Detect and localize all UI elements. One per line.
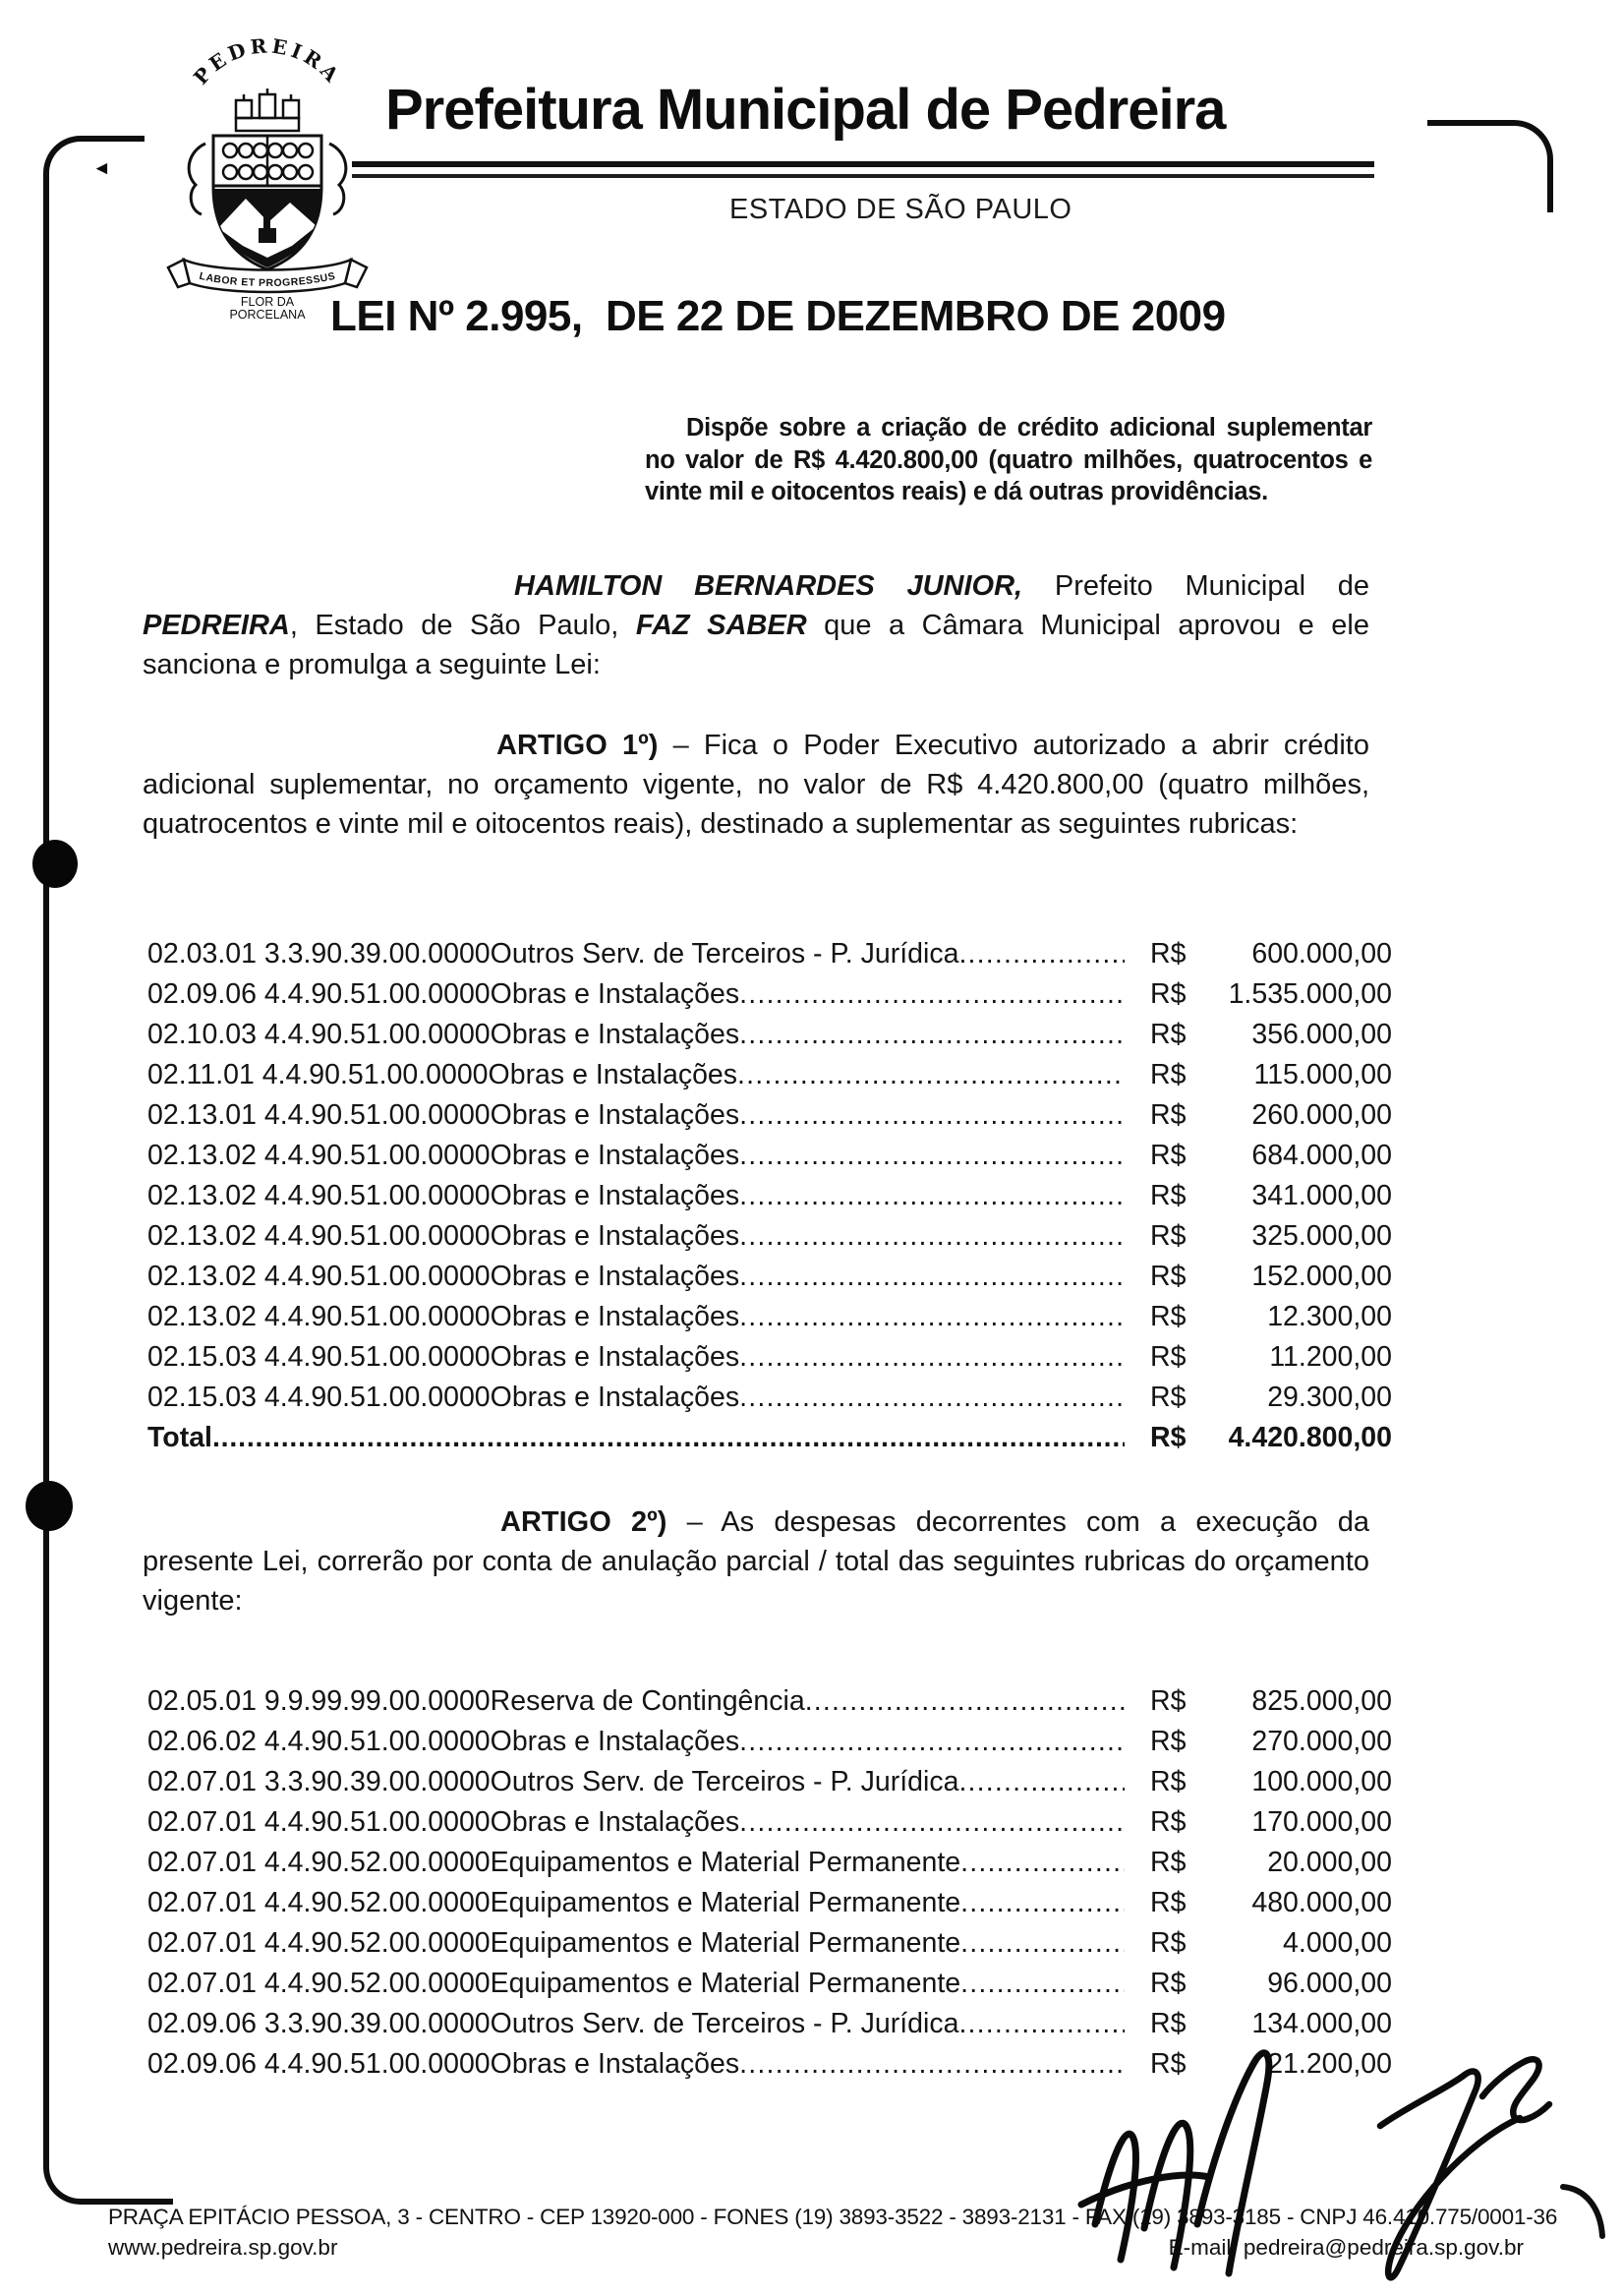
hole-punch-mark: [32, 840, 78, 888]
currency-symbol: R$: [1150, 1059, 1187, 1090]
budget-table-2-rows: [147, 1681, 1392, 2085]
currency-symbol: R$: [1150, 1301, 1187, 1332]
masthead-rule-bottom: [352, 174, 1374, 178]
law-summary: Dispõe sobre a criação de crédito adicional suplementar no valor de R$ 4.420.800,00 (quatro milhões, quatrocentos e vinte mil e oitocentos reais) e dá outras providências.: [645, 414, 1372, 505]
budget-description: Equipamentos e Material Permanente .....: [491, 1923, 1125, 1964]
total-label: Total: [147, 1422, 212, 1453]
currency-symbol: R$: [1150, 1726, 1187, 1757]
budget-description: Obras e Instalações .....: [491, 1216, 1125, 1257]
budget-code: 02.13.02 4.4.90.51.00.0000: [147, 1261, 491, 1292]
signature-right: [1380, 2059, 1549, 2277]
budget-description: Obras e Instalações .....: [491, 1337, 1125, 1378]
table-row: [147, 1257, 1392, 1297]
crest-caption-line1: FLOR DA: [240, 295, 295, 309]
budget-code: 02.05.01 9.9.99.99.00.0000: [147, 1685, 491, 1717]
signature-left: [1081, 2053, 1269, 2273]
currency-symbol: R$: [1150, 1422, 1187, 1453]
budget-table-1: [147, 934, 1392, 1458]
budget-description: Obras e Instalações .....: [491, 1176, 1125, 1216]
budget-code: 02.09.06 3.3.90.39.00.0000: [147, 2008, 491, 2039]
dot-leader: [739, 1015, 1125, 1055]
budget-amount: 96.000,00: [1267, 1968, 1392, 1999]
page-border-top-right: [1427, 120, 1553, 212]
dot-leader: [960, 1843, 1125, 1883]
faz-saber-emphasis: FAZ SABER: [635, 610, 807, 641]
budget-code: 02.09.06 4.4.90.51.00.0000: [147, 978, 491, 1010]
budget-amount: 29.300,00: [1267, 1382, 1392, 1413]
budget-amount: 11.200,00: [1269, 1341, 1392, 1373]
budget-amount: 825.000,00: [1251, 1685, 1392, 1717]
table-row: [147, 1802, 1392, 1843]
budget-amount: 341.000,00: [1251, 1180, 1392, 1211]
budget-description: Obras e Instalações .....: [491, 1136, 1125, 1176]
table-row: [147, 1297, 1392, 1337]
currency-symbol: R$: [1150, 1220, 1187, 1252]
budget-code: 02.13.01 4.4.90.51.00.0000: [147, 1099, 491, 1131]
budget-description: Obras e Instalações .....: [489, 1055, 1125, 1095]
table-row: [147, 1337, 1392, 1378]
table-row: [147, 1055, 1392, 1095]
table-row: [147, 1095, 1392, 1136]
table-row: [147, 1136, 1392, 1176]
dot-leader: [739, 1176, 1125, 1216]
budget-code: 02.13.02 4.4.90.51.00.0000: [147, 1140, 491, 1171]
dot-leader: [739, 1722, 1125, 1762]
dot-leader: [739, 1095, 1125, 1136]
article-2-label: ARTIGO 2º): [500, 1506, 667, 1538]
state-line: ESTADO DE SÃO PAULO: [729, 194, 1072, 225]
dot-leader: [739, 1802, 1125, 1843]
budget-code: 02.07.01 4.4.90.52.00.0000: [147, 1927, 491, 1959]
currency-symbol: R$: [1150, 1382, 1187, 1413]
table-row: [147, 1883, 1392, 1923]
budget-code: 02.13.02 4.4.90.51.00.0000: [147, 1220, 491, 1252]
total-amount: 4.420.800,00: [1228, 1422, 1392, 1453]
dot-leader: [739, 1216, 1125, 1257]
currency-symbol: R$: [1150, 1180, 1187, 1211]
budget-code: 02.07.01 4.4.90.52.00.0000: [147, 1847, 491, 1878]
budget-code: 02.11.01 4.4.90.51.00.0000: [147, 1059, 489, 1090]
budget-amount: 356.000,00: [1251, 1019, 1392, 1050]
table-row: [147, 974, 1392, 1015]
budget-code: 02.15.03 4.4.90.51.00.0000: [147, 1341, 491, 1373]
budget-code: 02.07.01 4.4.90.52.00.0000: [147, 1968, 491, 1999]
dot-leader: [805, 1681, 1125, 1722]
dot-leader: [737, 1055, 1125, 1095]
budget-code: 02.15.03 4.4.90.51.00.0000: [147, 1382, 491, 1413]
budget-description: Outros Serv. de Terceiros - P. Jurídica .....: [491, 2004, 1125, 2044]
budget-description: Outros Serv. de Terceiros - P. Jurídica .....: [491, 1762, 1125, 1802]
budget-amount: 134.000,00: [1251, 2008, 1392, 2039]
article-1-paragraph: ARTIGO 1º) – Fica o Poder Executivo autorizado a abrir crédito adicional suplementar, no orçamento vigente, no valor de R$ 4.420.800,00 (quatro milhões, quatrocentos e vinte mil e oitocentos reais), destinado a suplementar as seguintes rubricas:: [143, 730, 1369, 840]
crest-caption-line2: PORCELANA: [229, 308, 306, 321]
currency-symbol: R$: [1150, 978, 1187, 1010]
table-row: [147, 1843, 1392, 1883]
budget-code: 02.06.02 4.4.90.51.00.0000: [147, 1726, 491, 1757]
budget-amount: 260.000,00: [1251, 1099, 1392, 1131]
budget-amount: 20.000,00: [1267, 1847, 1392, 1878]
currency-symbol: R$: [1150, 1766, 1187, 1797]
budget-description: Equipamentos e Material Permanente .....: [491, 1843, 1125, 1883]
budget-amount: 12.300,00: [1267, 1301, 1392, 1332]
dot-leader: [958, 1762, 1125, 1802]
budget-code: 02.03.01 3.3.90.39.00.0000: [147, 938, 491, 970]
law-title: LEI Nº 2.995, DE 22 DE DEZEMBRO DE 2009: [330, 292, 1226, 340]
budget-description: Obras e Instalações .....: [491, 1015, 1125, 1055]
table-row: [147, 1762, 1392, 1802]
budget-description: Outros Serv. de Terceiros - P. Jurídica .....: [491, 934, 1125, 974]
budget-table-1-rows: [147, 934, 1392, 1418]
currency-symbol: R$: [1150, 1685, 1187, 1717]
budget-code: 02.07.01 4.4.90.52.00.0000: [147, 1887, 491, 1918]
dot-leader: [739, 1136, 1125, 1176]
table-row: [147, 1722, 1392, 1762]
table-row: [147, 1378, 1392, 1418]
dot-leader: [739, 1257, 1125, 1297]
crest-motto: LABOR ET PROGRESSUS: [198, 269, 337, 290]
dot-leader: [739, 1378, 1125, 1418]
budget-description: Obras e Instalações .....: [491, 1802, 1125, 1843]
budget-description: Equipamentos e Material Permanente .....: [491, 1964, 1125, 2004]
table-row: [147, 1923, 1392, 1964]
currency-symbol: R$: [1150, 1099, 1187, 1131]
budget-code: 02.07.01 3.3.90.39.00.0000: [147, 1766, 491, 1797]
article-2-paragraph: ARTIGO 2º) – As despesas decorrentes com a execução da presente Lei, correrão por conta de anulação parcial / total das seguintes rubricas do orçamento vigente:: [143, 1506, 1369, 1617]
currency-symbol: R$: [1150, 1968, 1187, 1999]
coat-of-arms: [144, 26, 391, 321]
table-row: [147, 1216, 1392, 1257]
currency-symbol: R$: [1150, 2048, 1187, 2080]
budget-amount: 600.000,00: [1251, 938, 1392, 970]
currency-symbol: R$: [1150, 1927, 1187, 1959]
currency-symbol: R$: [1150, 1261, 1187, 1292]
budget-description: Obras e Instalações .....: [491, 1378, 1125, 1418]
dot-leader: [739, 1337, 1125, 1378]
article-1-label: ARTIGO 1º): [496, 730, 659, 761]
city-name: PEDREIRA: [143, 610, 290, 641]
dot-leader: [739, 974, 1125, 1015]
currency-symbol: R$: [1150, 1806, 1187, 1838]
currency-symbol: R$: [1150, 1847, 1187, 1878]
budget-amount: 100.000,00: [1251, 1766, 1392, 1797]
budget-code: 02.13.02 4.4.90.51.00.0000: [147, 1301, 491, 1332]
currency-symbol: R$: [1150, 1341, 1187, 1373]
budget-amount: 480.000,00: [1251, 1887, 1392, 1918]
table-row: [147, 1015, 1392, 1055]
budget-amount: 4.000,00: [1283, 1927, 1392, 1959]
dot-leader: [960, 1964, 1125, 2004]
handwritten-signatures: [1054, 2031, 1604, 2283]
budget-code: 02.10.03 4.4.90.51.00.0000: [147, 1019, 491, 1050]
mayor-name: HAMILTON BERNARDES JUNIOR,: [514, 570, 1023, 602]
budget-description: Obras e Instalações .....: [491, 1722, 1125, 1762]
currency-symbol: R$: [1150, 1140, 1187, 1171]
budget-amount: 170.000,00: [1251, 1806, 1392, 1838]
budget-amount: 325.000,00: [1251, 1220, 1392, 1252]
hole-punch-mark: [26, 1481, 73, 1531]
budget-description: Obras e Instalações .....: [491, 974, 1125, 1015]
crest-city-name: PEDREIRA: [189, 33, 346, 89]
budget-description: Obras e Instalações .....: [491, 1297, 1125, 1337]
dot-leader: [960, 1923, 1125, 1964]
table-row: [147, 1964, 1392, 2004]
budget-amount: 152.000,00: [1251, 1261, 1392, 1292]
budget-description: Obras e Instalações .....: [491, 1257, 1125, 1297]
budget-code: 02.09.06 4.4.90.51.00.0000: [147, 2048, 491, 2080]
budget-amount: 270.000,00: [1251, 1726, 1392, 1757]
budget-description: Obras e Instalações .....: [491, 1095, 1125, 1136]
scan-artifact-arrow: ◄: [92, 158, 111, 179]
dot-leader: [739, 1297, 1125, 1337]
organization-name: Prefeitura Municipal de Pedreira: [385, 78, 1226, 142]
dot-leader: [958, 934, 1125, 974]
table-row: [147, 1176, 1392, 1216]
budget-description: Equipamentos e Material Permanente .....: [491, 1883, 1125, 1923]
footer-website: www.pedreira.sp.gov.br: [108, 2235, 338, 2260]
table-row: [147, 934, 1392, 974]
budget-table-2: [147, 1681, 1392, 2085]
budget-amount: 1.535.000,00: [1228, 978, 1392, 1010]
currency-symbol: R$: [1150, 2008, 1187, 2039]
dot-leader: [960, 1883, 1125, 1923]
dot-leader: [212, 1418, 1125, 1458]
budget-amount: 21.200,00: [1267, 2048, 1392, 2080]
table-row: [147, 1681, 1392, 1722]
budget-amount: 684.000,00: [1251, 1140, 1392, 1171]
footer-address-line: PRAÇA EPITÁCIO PESSOA, 3 - CENTRO - CEP 13920-000 - FONES (19) 3893-3522 - 3893-2131 - FAX (19) 3893-3185 - CNPJ 46.410.775/0001-36: [108, 2205, 1558, 2229]
budget-code: 02.13.02 4.4.90.51.00.0000: [147, 1180, 491, 1211]
currency-symbol: R$: [1150, 1019, 1187, 1050]
budget-total-row: [147, 1418, 1392, 1458]
budget-amount: 115.000,00: [1253, 1059, 1392, 1090]
budget-description: Obras e Instalações .....: [491, 2044, 1125, 2085]
masthead-rule-top: [352, 161, 1374, 167]
currency-symbol: R$: [1150, 938, 1187, 970]
preamble-paragraph: HAMILTON BERNARDES JUNIOR, Prefeito Municipal de PEDREIRA, Estado de São Paulo, FAZ SABER que a Câmara Municipal aprovou e ele sanciona e promulga a seguinte Lei:: [143, 570, 1370, 680]
currency-symbol: R$: [1150, 1887, 1187, 1918]
budget-code: 02.07.01 4.4.90.51.00.0000: [147, 1806, 491, 1838]
footer-email: E-mail: pedreira@pedreira.sp.gov.br: [1168, 2235, 1524, 2260]
budget-description: Reserva de Contingência .....: [491, 1681, 1125, 1722]
